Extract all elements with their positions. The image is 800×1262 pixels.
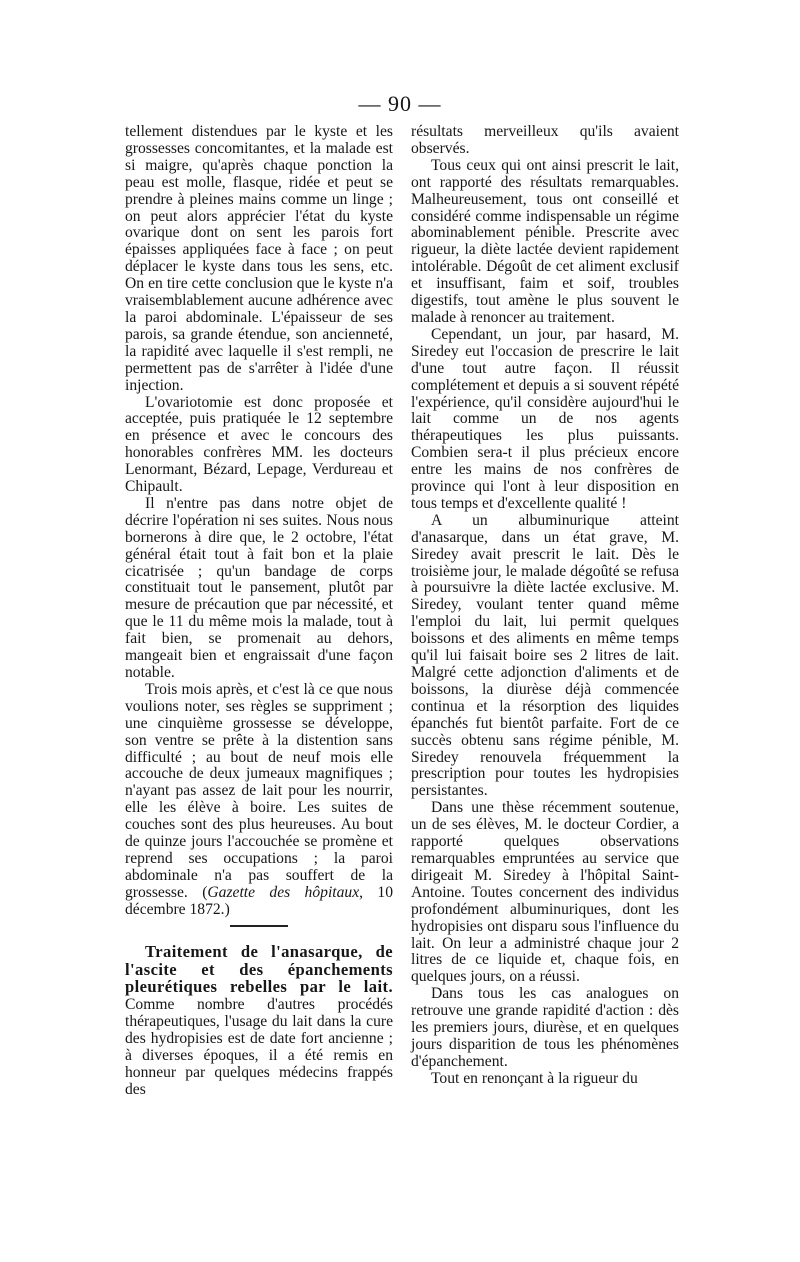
left-column <box>125 124 393 1099</box>
paragraph: Il n'entre pas dans notre objet de décrire l'opération ni ses suites. Nous nous bornerons à dire que, le 2 octobre, l'état général était tout à fait bon et la plaie cicatrisée ; qu'un bandage de corps constituait tout le pansement, plutôt par mesure de précaution que par nécessité, et que le 11 du même mois la malade, tout à fait bien, se promenait au dehors, mangeait bien et engraissait d'une façon notable. <box>125 494 393 681</box>
paragraph <box>125 682 393 919</box>
section-divider <box>230 925 288 927</box>
paragraph: Dans une thèse récemment soutenue, un de ses élèves, M. le docteur Cordier, a rapporté quelques observations remarquables empruntées au service que dirigeait M. Siredey à l'hôpital Saint-Antoine. Toutes concernent des individus profondément albuminuriques, dont les hydropisies ont disparu sous l'influence du lait. On leur a administré chaque jour 2 litres de ce liquide et, chaque fois, en quelques jours, on a réussi. <box>411 799 679 986</box>
right-column <box>411 124 679 1088</box>
paragraph: tellement distendues par le kyste et les grossesses concomitantes, et la malade est si maigre, qu'après chaque ponction la peau est molle, flasque, ridée et peut se prendre à pleines mains comme un linge ; on peut alors apprécier l'état du kyste ovarique dont on sent les parois fort épaisses appliquées face à face ; on peut déplacer le kyste dans tous les sens, etc. On en tire cette conclusion que le kyste n'a vraisemblablement aucune adhérence avec la paroi abdominale. L'épaisseur de ses parois, sa grande étendue, son ancienneté, la rapidité avec laquelle il s'est rempli, ne permettent pas de s'arrêter à l'idée d'une injection. <box>125 123 393 394</box>
paragraph: L'ovariotomie est donc proposée et acceptée, puis pratiquée le 12 septembre en présence et avec le concours des honorables confrères MM. les docteurs Lenormant, Bézard, Lepage, Verdureau et Chipault. <box>125 393 393 496</box>
page-number: — 90 — <box>358 91 442 116</box>
paragraph <box>125 941 393 1099</box>
paragraph: résultats merveilleux qu'ils avaient observés. <box>411 123 679 157</box>
paragraph: Dans tous les cas analogues on retrouve une grande rapidité d'action : dès les premiers jours, diurèse, et en quelques jours disparition de tous les phénomènes d'épanchement. <box>411 985 679 1070</box>
section-heading: Traitement de l'anasarque, de l'ascite et des épanchements pleurétiques rebelles par le lait. <box>125 941 393 997</box>
citation-date: , 10 décembre 1872.) <box>125 883 394 918</box>
paragraph-text: Comme nombre d'autres procédés thérapeutiques, l'usage du lait dans la cure des hydropisies est de date fort ancienne ; à diverses époques, il a été remis en honneur par quelques médecins frappés des <box>125 996 393 1098</box>
citation-open: ( <box>187 883 208 901</box>
paragraph: Tout en renonçant à la rigueur du <box>431 1069 638 1087</box>
paragraph: Cependant, un jour, par hasard, M. Siredey eut l'occasion de prescrire le lait d'une tout autre façon. Il réussit complétement et depuis a si souvent répété l'expérience, qu'il considère aujourd'hui le lait comme un de nos agents thérapeutiques les plus puissants. Combien sera-t il plus précieux encore entre les mains de nos confrères de province qui l'ont à leur disposition en tous temps et d'excellente qualité ! <box>411 325 679 512</box>
paragraph: Tous ceux qui ont ainsi prescrit le lait, ont rapporté des résultats remarquables. Malheureusement, tous ont conseillé et considéré comme indispensable un régime abominablement pénible. Prescrite avec rigueur, la diète lactée devient rapidement intolérable. Dégoût de cet aliment exclusif et insuffisant, faim et soif, troubles digestifs, tout amène le plus souvent le malade à renoncer au traitement. <box>411 156 679 326</box>
paragraph-text: Trois mois après, et c'est là ce que nous voulions noter, ses règles se suppriment ; une cinquième grossesse se développe, son ventre se prête à la distention sans difficulté ; au bout de neuf mois elle accouche de deux jumeaux magnifiques ; n'ayant pas assez de lait pour les nourrir, elle les élève à boire. Les suites de couches sont des plus heureuses. Au bout de quinze jours l'accouchée se promène et reprend ses occupations ; la paroi abdominale n'a pas souffert de la grossesse. <box>125 680 393 901</box>
citation-source: Gazette des hôpitaux <box>207 883 360 901</box>
paragraph: A un albuminurique atteint d'anasarque, dans un état grave, M. Siredey avait prescrit le lait. Dès le troisième jour, le malade dégoûté se refusa à poursuivre la diète lactée exclusive. M. Siredey, voulant tenter quand même l'emploi du lait, lui permit quelques boissons et des aliments en même temps qu'il lui faisait boire ses 2 litres de lait. Malgré cette adjonction d'aliments et de boissons, la diurèse déjà commencée continua et la résorption des liquides épanchés fut bientôt parfaite. Fort de ce succès obtenu sans régime pénible, M. Siredey renouvela fréquemment la prescription pour toutes les hydropisies persistantes. <box>411 511 679 800</box>
